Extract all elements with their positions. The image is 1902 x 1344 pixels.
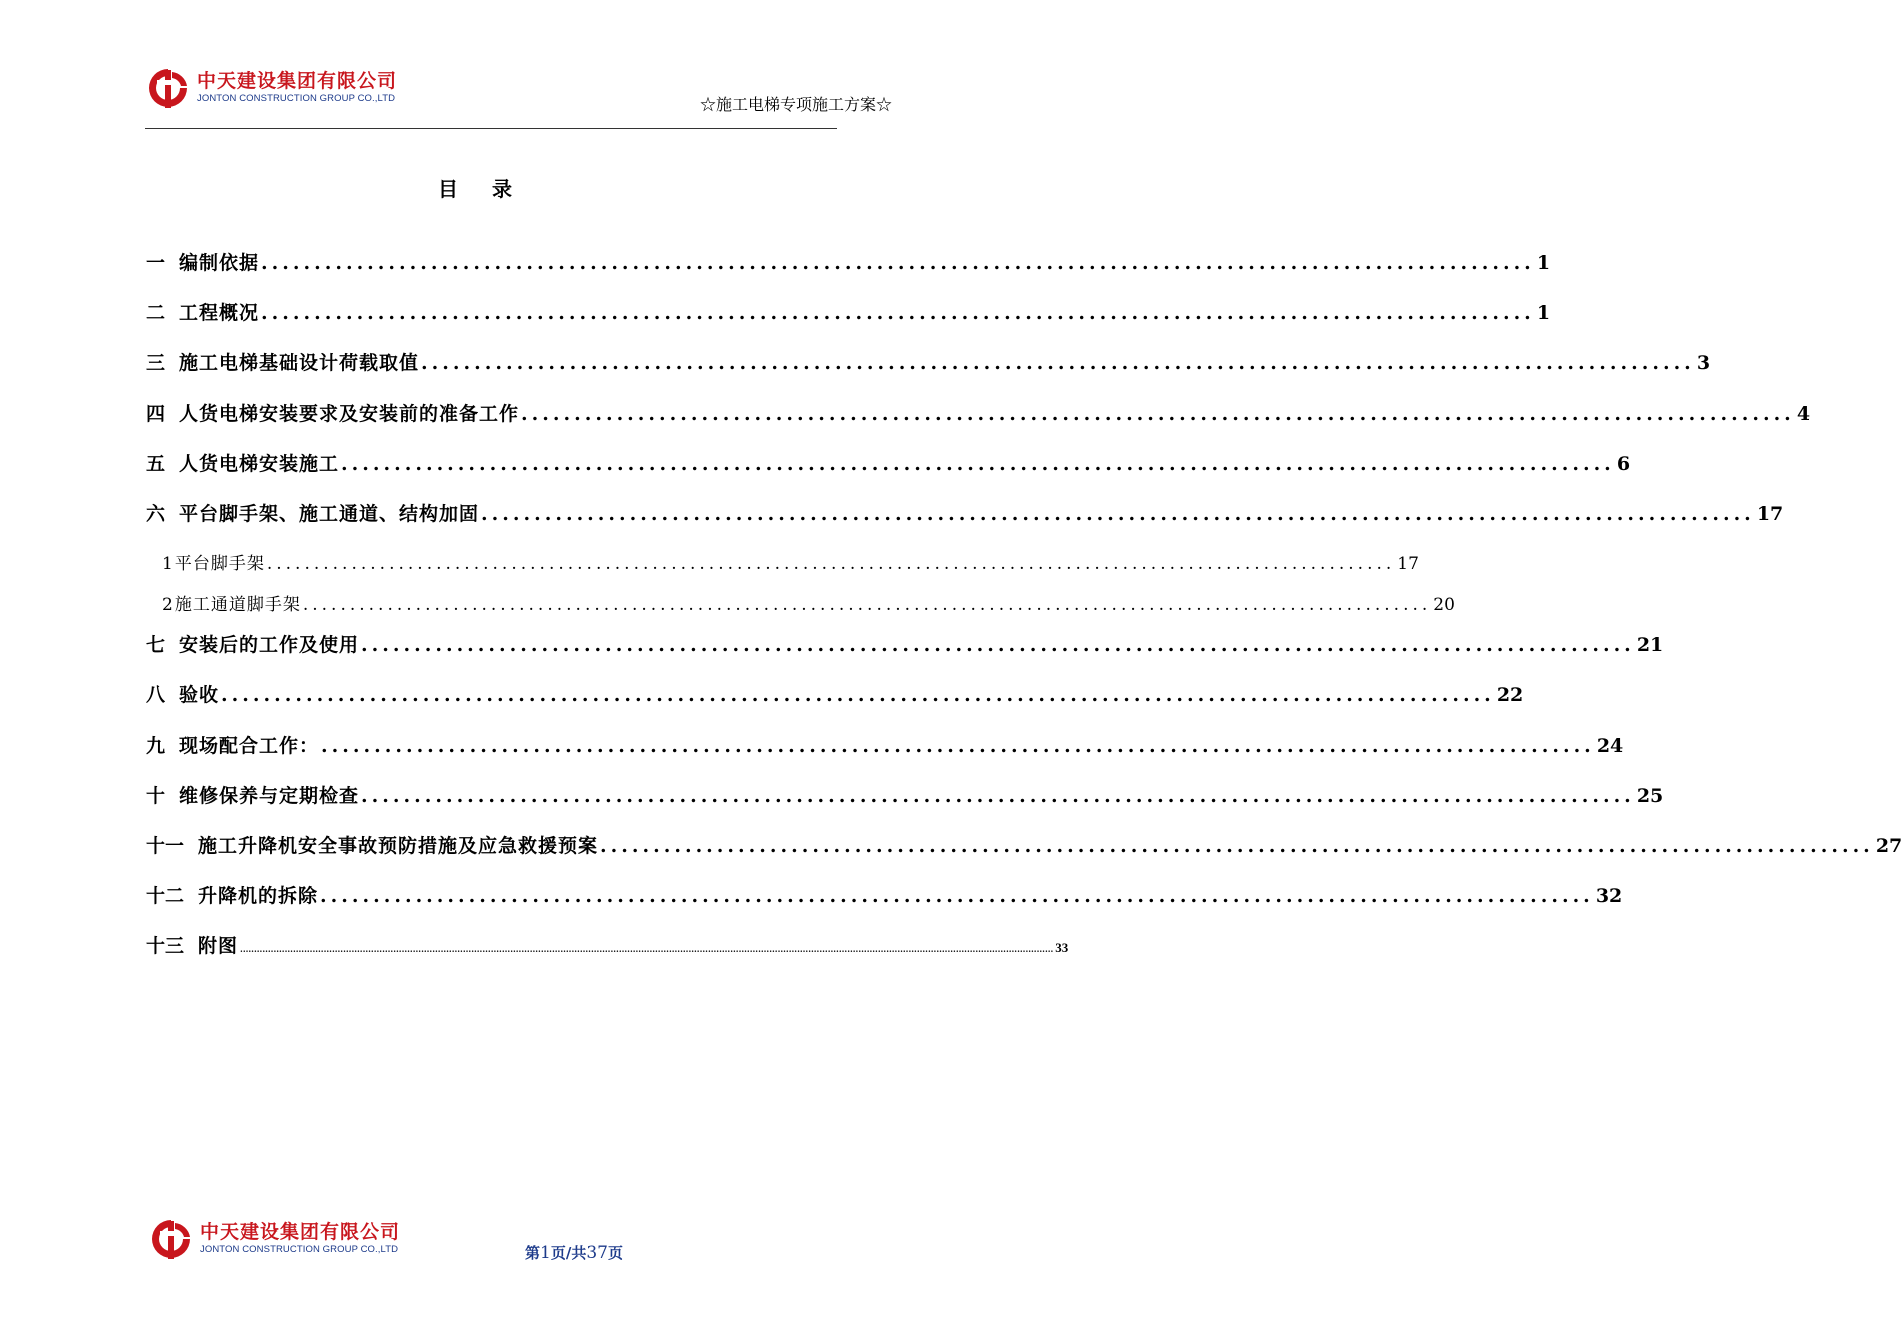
toc-entry-page: 20 xyxy=(1433,594,1455,615)
toc-entry-page: 32 xyxy=(1595,885,1623,908)
toc-entry-number: 五 xyxy=(146,452,166,475)
toc-entry-number: 十 xyxy=(146,784,166,807)
page-mid: 页/共 xyxy=(550,1244,587,1262)
toc-entry-label: 工程概况 xyxy=(179,302,260,325)
logo-company-name-en: JONTON CONSTRUCTION GROUP CO.,LTD xyxy=(197,93,396,105)
toc-leader: ........................................................................................................................ xyxy=(361,634,1635,657)
toc-leader: ........................................................................................................................ xyxy=(261,302,1535,325)
toc-leader: .................................................................................................................................................................................................................................................................................................... xyxy=(240,944,1054,955)
page-current: 1 xyxy=(540,1243,551,1263)
toc-entry-page: 22 xyxy=(1496,684,1524,707)
toc-leader: ........................................................................................................................ xyxy=(261,252,1535,274)
toc-entry[interactable] xyxy=(146,449,1631,499)
toc-leader: ........................................................................................................................ xyxy=(481,502,1755,525)
toc-subentry[interactable] xyxy=(146,590,1455,631)
logo-company-name-cn: 中天建设集团有限公司 xyxy=(200,1221,401,1244)
toc-entry[interactable] xyxy=(146,881,1623,931)
company-logo-icon xyxy=(145,66,191,110)
page-suffix: 页 xyxy=(607,1244,623,1262)
logo-company-name-cn: 中天建设集团有限公司 xyxy=(197,70,398,93)
toc-leader: ........................................................................................................................ xyxy=(302,594,1432,615)
toc-entry-number: 一 xyxy=(146,252,166,274)
toc-entry-number: 八 xyxy=(146,684,166,707)
toc-entry-page: 3 xyxy=(1696,352,1711,375)
toc-entry-page: 1 xyxy=(1536,302,1551,325)
toc-entry-number: 1 xyxy=(162,554,173,575)
toc-leader: ........................................................................................................................ xyxy=(320,885,1594,908)
toc-heading-part1: 目 xyxy=(438,177,458,201)
footer-logo xyxy=(148,1217,400,1261)
toc-entry-page: 1 xyxy=(1536,252,1551,274)
document-title: ☆施工电梯专项施工方案☆ xyxy=(699,95,892,114)
toc-entry-page: 33 xyxy=(1055,940,1069,956)
toc-entry-page: 17 xyxy=(1397,554,1419,575)
toc-entry-label: 施工升降机安全事故预防措施及应急救援预案 xyxy=(198,834,599,857)
page-total: 37 xyxy=(586,1243,608,1263)
toc-leader: ........................................................................................................................ xyxy=(421,352,1695,375)
toc-entry-page: 27 xyxy=(1875,834,1902,857)
toc-leader: ........................................................................................................................ xyxy=(600,834,1874,857)
toc-entry-label: 平台脚手架 xyxy=(174,554,265,575)
header-divider xyxy=(145,128,837,129)
page-prefix: 第 xyxy=(525,1244,541,1262)
toc-entry[interactable] xyxy=(146,348,1711,398)
toc-entry[interactable] xyxy=(146,680,1524,730)
toc-entry-label: 维修保养与定期检查 xyxy=(179,784,360,807)
toc-entry-number: 十二 xyxy=(146,885,185,908)
toc-leader: ........................................................................................................................ xyxy=(321,734,1595,757)
toc-entry-number: 十三 xyxy=(146,935,185,958)
company-logo-icon xyxy=(148,1217,194,1261)
toc-heading xyxy=(0,173,950,202)
toc-entry-label: 施工通道脚手架 xyxy=(174,594,301,615)
page-number xyxy=(525,1242,623,1263)
toc-entry-label: 升降机的拆除 xyxy=(198,885,319,908)
toc-entry[interactable] xyxy=(146,399,1811,449)
toc-entry-label: 施工电梯基础设计荷载取值 xyxy=(179,352,420,375)
toc-entry-label: 编制依据 xyxy=(179,252,260,274)
toc-entry-number: 三 xyxy=(146,352,166,375)
toc-entry-page: 21 xyxy=(1636,634,1664,657)
toc-entry-page: 17 xyxy=(1756,502,1784,525)
toc-leader: ........................................................................................................................ xyxy=(361,784,1635,807)
toc-entry-label: 附图 xyxy=(198,935,239,958)
toc-entry[interactable] xyxy=(146,499,1784,549)
table-of-contents xyxy=(146,248,1902,981)
toc-entry[interactable] xyxy=(146,298,1551,348)
toc-entry[interactable] xyxy=(146,731,1624,781)
toc-entry-label: 人货电梯安装要求及安装前的准备工作 xyxy=(179,402,520,425)
toc-entry-number: 九 xyxy=(146,734,166,757)
toc-entry-page: 24 xyxy=(1596,734,1624,757)
toc-entry[interactable] xyxy=(146,630,1664,680)
toc-leader: ........................................................................................................................ xyxy=(221,684,1495,707)
toc-entry-number: 二 xyxy=(146,302,166,325)
toc-entry-page: 25 xyxy=(1636,784,1664,807)
toc-heading-part2: 录 xyxy=(492,177,512,201)
toc-entry[interactable] xyxy=(146,781,1664,831)
toc-entry-number: 2 xyxy=(162,594,173,615)
toc-entry-page: 4 xyxy=(1796,402,1811,425)
toc-entry[interactable] xyxy=(146,248,1551,298)
toc-entry-label: 现场配合工作： xyxy=(179,734,320,757)
toc-entry-number: 四 xyxy=(146,402,166,425)
toc-leader: ........................................................................................................................ xyxy=(266,554,1396,575)
toc-entry-number: 六 xyxy=(146,502,166,525)
toc-entry-label: 安装后的工作及使用 xyxy=(179,634,360,657)
toc-leader: ........................................................................................................................ xyxy=(521,402,1795,425)
header-logo xyxy=(145,66,397,110)
toc-entry-number: 十一 xyxy=(146,834,185,857)
toc-entry[interactable] xyxy=(146,831,1902,881)
toc-entry-number: 七 xyxy=(146,634,166,657)
toc-entry-label: 人货电梯安装施工 xyxy=(179,452,340,475)
toc-entry-label: 验收 xyxy=(179,684,220,707)
toc-subentry[interactable] xyxy=(146,549,1419,590)
toc-entry[interactable] xyxy=(146,931,1069,981)
toc-entry-label: 平台脚手架、施工通道、结构加固 xyxy=(179,502,480,525)
toc-entry-page: 6 xyxy=(1616,452,1631,475)
toc-leader: ........................................................................................................................ xyxy=(341,452,1615,475)
logo-company-name-en: JONTON CONSTRUCTION GROUP CO.,LTD xyxy=(200,1244,399,1256)
